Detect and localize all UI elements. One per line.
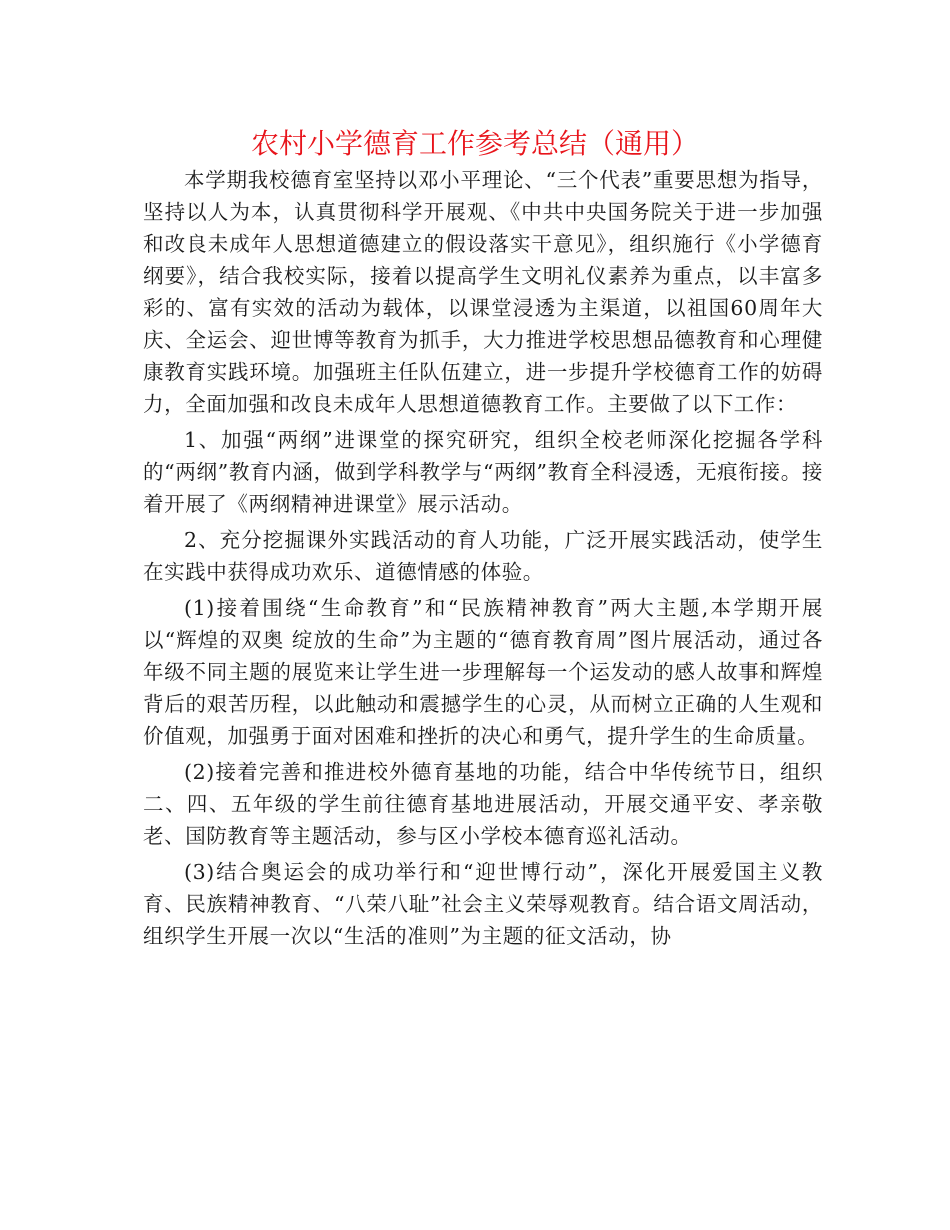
paragraph-subitem-2: (2)接着完善和推进校外德育基地的功能，结合中华传统节日，组织二、四、五年级的学生前往德育基地进展活动，开展交通平安、孝亲敬老、国防教育等主题活动，参与区小学校本德育巡礼活动。 (143, 760, 823, 848)
paragraph-intro: 本学期我校德育室坚持以邓小平理论、“三个代表”重要思想为指导，坚持以人为本，认真贯彻科学开展观、《中共中央国务院关于进一步加强和改良未成年人思想道德建立的假设落实干意见》，组织施行《小学德育纲要》，结合我校实际，接着以提高学生文明礼仪素养为重点，以丰富多彩的、富有实效的活动为载体，以课堂浸透为主渠道，以祖国60周年大庆、全运会、迎世博等教育为抓手，大力推进学校思想品德教育和心理健康教育实践环境。加强班主任队伍建立，进一步提升学校德育工作的妨碍力，全面加强和改良未成年人思想道德教育工作。主要做了以下工作： (143, 168, 823, 416)
document-body (143, 164, 823, 952)
document-title: 农村小学德育工作参考总结（通用） (250, 127, 699, 160)
paragraph-subitem-3: (3)结合奥运会的成功举行和“迎世博行动”，深化开展爱国主义教育、民族精神教育、“八荣八耻”社会主义荣辱观教育。结合语文周活动，组织学生开展一次以“生活的准则”为主题的征文活动，协 (143, 860, 823, 948)
paragraph-item-1: 1、加强“两纲”进课堂的探究研究，组织全校老师深化挖掘各学科的“两纲”教育内涵，做到学科教学与“两纲”教育全科浸透，无痕衔接。接着开展了《两纲精神进课堂》展示活动。 (143, 428, 823, 516)
paragraph-subitem-1: (1)接着围绕“生命教育”和“民族精神教育”两大主题,本学期开展以“辉煌的双奥 绽放的生命”为主题的“德育教育周”图片展活动，通过各年级不同主题的展览来让学生进一步理解每一个运发动的感人故事和辉煌背后的艰苦历程，以此触动和震撼学生的心灵，从而树立正确的人生观和价值观，加强勇于面对困难和挫折的决心和勇气，提升学生的生命质量。 (143, 596, 823, 748)
paragraph-item-2: 2、充分挖掘课外实践活动的育人功能，广泛开展实践活动，使学生在实践中获得成功欢乐、道德情感的体验。 (143, 528, 823, 584)
